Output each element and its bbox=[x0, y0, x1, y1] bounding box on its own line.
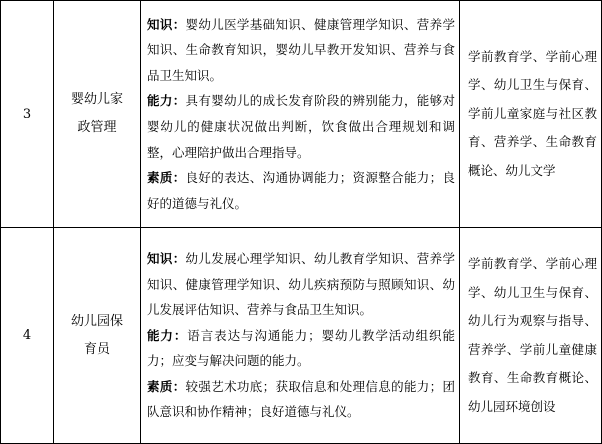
courses-text: 学前教育学、学前心理学、幼儿卫生与保育、学前儿童家庭与社区教育、营养学、生命教育概论、幼儿文学 bbox=[468, 48, 597, 178]
ability-paragraph bbox=[147, 88, 455, 165]
requirements-cell bbox=[141, 1, 460, 228]
courses-text: 学前教育学、学前心理学、幼儿卫生与保育、幼儿行为观察与指导、营养学、学前儿童健康教育、生命教育概论、幼儿园环境创设 bbox=[468, 256, 597, 414]
job-title-cell bbox=[54, 228, 141, 444]
quality-paragraph bbox=[147, 374, 455, 425]
job-title-cell bbox=[54, 1, 141, 228]
knowledge-paragraph bbox=[147, 12, 455, 89]
row-number: 4 bbox=[1, 228, 54, 444]
knowledge-text: 幼儿发展心理学知识、幼儿教育学知识、营养学知识、健康管理学知识、幼儿疾病预防与照顾知识、幼儿发展评估知识、营养与食品卫生知识。 bbox=[147, 250, 455, 318]
table-row bbox=[1, 228, 602, 444]
knowledge-paragraph bbox=[147, 246, 455, 323]
knowledge-label: 知识： bbox=[147, 250, 186, 266]
table-row bbox=[1, 1, 602, 228]
knowledge-label: 知识： bbox=[147, 16, 186, 32]
ability-label: 能力： bbox=[147, 93, 186, 109]
row-number: 3 bbox=[1, 1, 54, 228]
quality-label: 素质： bbox=[147, 170, 186, 186]
ability-text: 具有婴幼儿的成长发育阶段的辨别能力，能够对婴幼儿的健康状况做出判断，饮食做出合理规划和调整，心理陪护做出合理指导。 bbox=[147, 93, 455, 160]
ability-label: 能力： bbox=[147, 327, 188, 343]
quality-text: 较强艺术功底；获取信息和处理信息的能力；团队意识和协作精神；良好道德与礼仪。 bbox=[147, 378, 455, 420]
requirements-cell bbox=[141, 228, 460, 444]
ability-text: 语言表达与沟通能力；婴幼儿教学活动组织能力；应变与解决问题的能力。 bbox=[147, 327, 455, 369]
quality-label: 素质： bbox=[147, 378, 186, 394]
ability-paragraph bbox=[147, 323, 455, 374]
quality-paragraph bbox=[147, 165, 455, 216]
courses-cell bbox=[460, 1, 602, 228]
job-title: 幼儿园保育员 bbox=[70, 313, 123, 357]
job-title: 婴幼儿家政管理 bbox=[70, 92, 123, 135]
knowledge-text: 婴幼儿医学基础知识、健康管理学知识、营养学知识、生命教育知识，婴幼儿早教开发知识、营养与食品卫生知识。 bbox=[147, 16, 455, 83]
courses-cell bbox=[460, 228, 602, 444]
quality-text: 良好的表达、沟通协调能力；资源整合能力；良好的道德与礼仪。 bbox=[147, 170, 455, 211]
